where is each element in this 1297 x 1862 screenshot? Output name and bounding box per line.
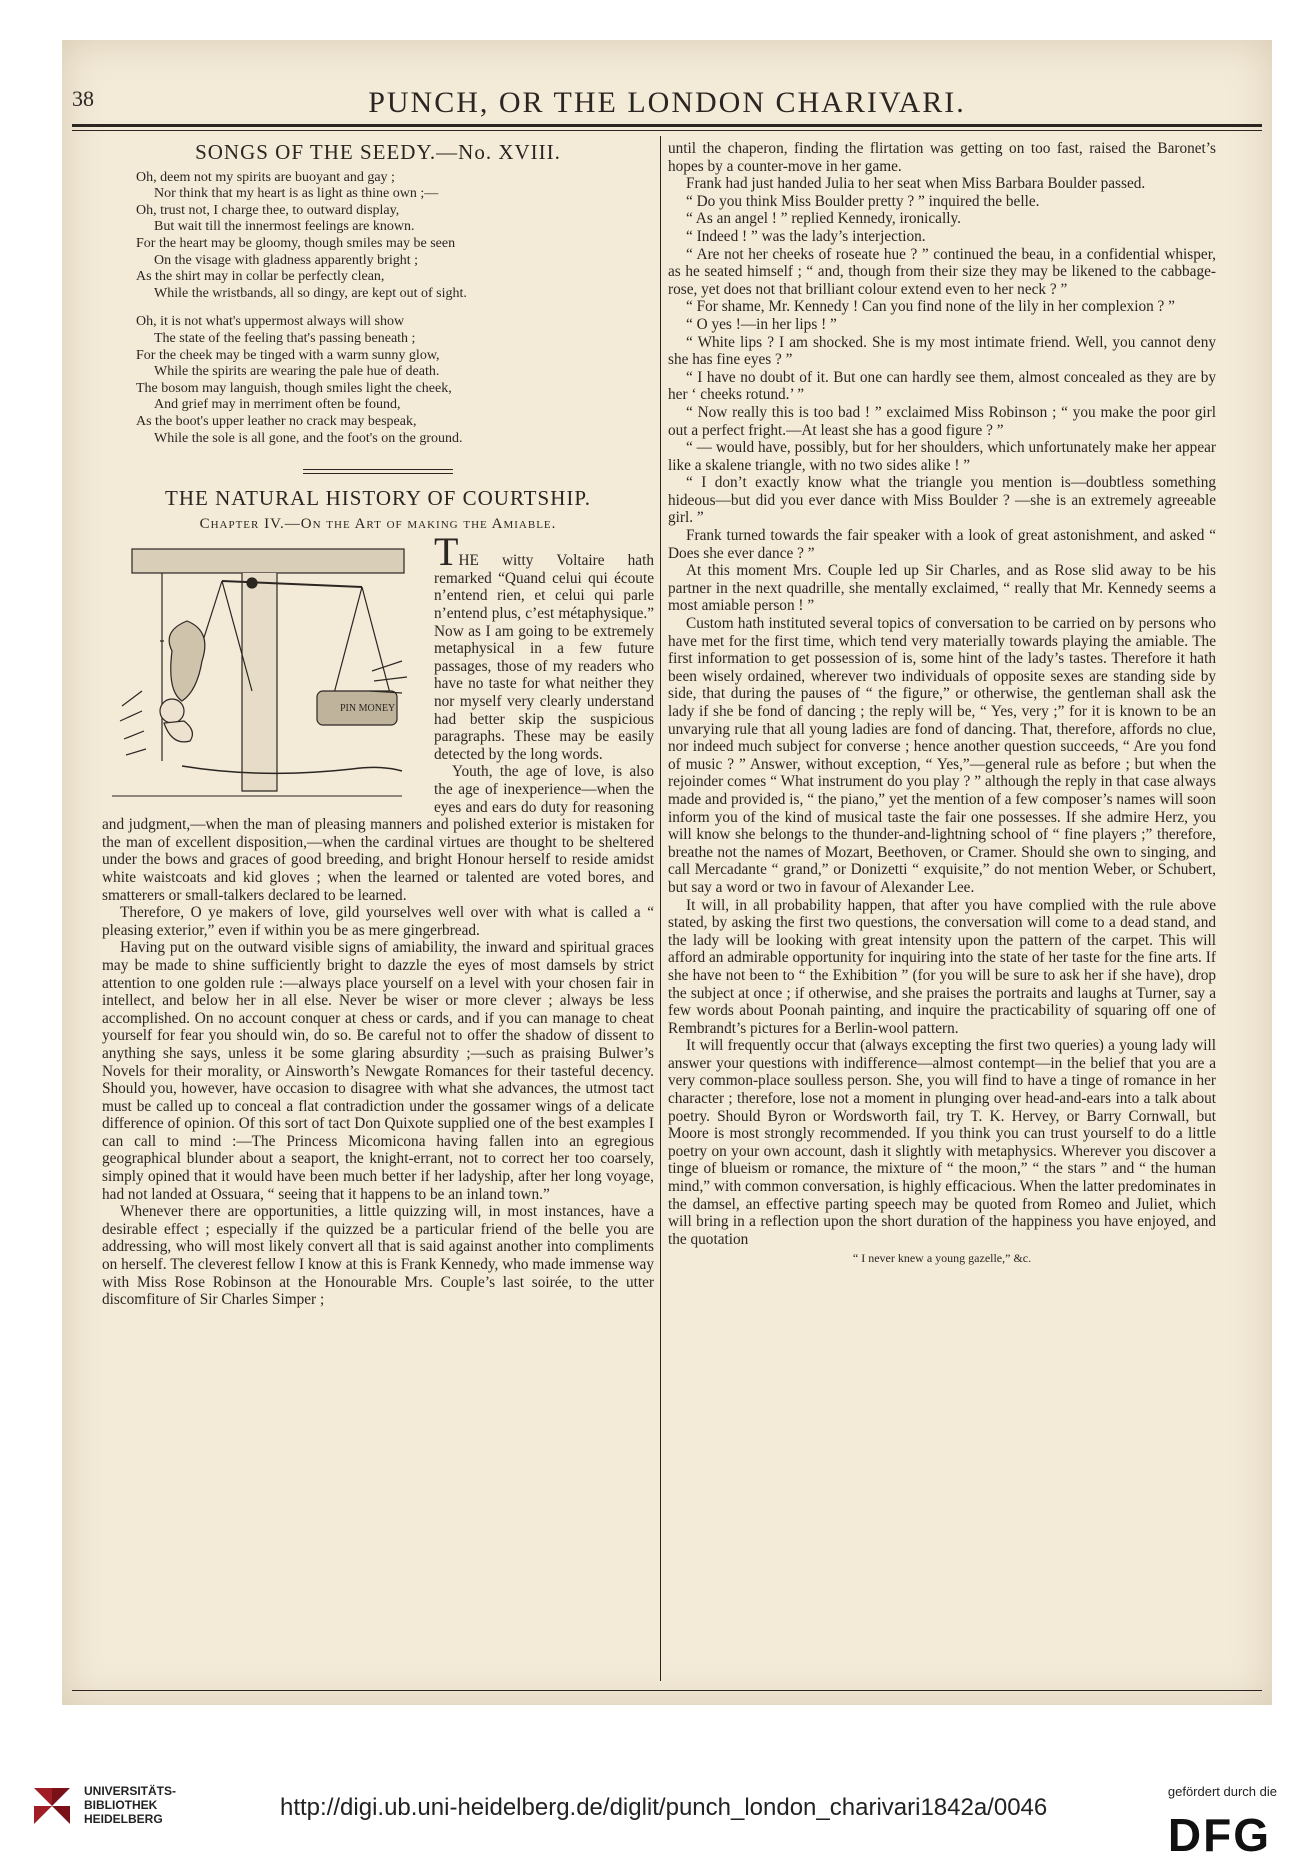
poem-line: The state of the feeling that's passing beneath ; bbox=[154, 330, 416, 346]
paragraph: “ Do you think Miss Boulder pretty ? ” inquired the belle. bbox=[686, 192, 1040, 210]
paragraph: “ White lips ? I am shocked. She is my most intimate friend. Well, you cannot deny she has fine eyes ? ” bbox=[668, 333, 1216, 369]
left-column bbox=[102, 140, 654, 1859]
poem-line: As the shirt may in collar be perfectly clean, bbox=[136, 269, 385, 285]
header-rule bbox=[72, 124, 1262, 127]
bottom-rule bbox=[72, 1690, 1262, 1691]
paragraph: Frank turned towards the fair speaker with a look of great astonishment, and asked “ Does she ever dance ? ” bbox=[668, 527, 1216, 562]
poem-stanza-2 bbox=[136, 314, 654, 447]
paragraph: “ Now really this is too bad ! ” exclaimed Miss Robinson ; “ you make the poor girl out a perfect fright.—At least she has a good figure ? ” bbox=[668, 403, 1216, 439]
songs-title: SONGS OF THE SEEDY.—No. XVIII. bbox=[195, 140, 561, 164]
right-column bbox=[668, 140, 1216, 1859]
poem-line: The bosom may languish, though smiles light the cheek, bbox=[136, 380, 452, 396]
paragraph: until the chaperon, finding the flirtation was getting on too fast, raised the Baronet’s hopes by a counter-move in her game. bbox=[668, 140, 1216, 175]
paragraph: THE witty Voltaire hath remarked “Quand celui qui écoute n’entend rien, et celui qui parle n’entend plus, c’est métaphysique.” Now as I am going to be extremely metaphysical in a few future passages, those of my readers who have no taste for what neither they nor myself very clearly understand had better skip the suspicious paragraphs. These may be easily detected by the long words. bbox=[434, 529, 654, 763]
pin-money-label: PIN MONEY bbox=[340, 703, 396, 715]
funded-by-label: gefördert durch die bbox=[1167, 1784, 1277, 1799]
chapter-heading: Chapter IV.—On the Art of making the Amiable. bbox=[199, 515, 557, 532]
column-rule bbox=[660, 136, 661, 1681]
poem-line: While the sole is all gone, and the foot's on the ground. bbox=[154, 430, 463, 446]
poem-line: Oh, deem not my spirits are buoyant and gay ; bbox=[136, 169, 395, 185]
section-divider bbox=[303, 469, 453, 474]
paragraph: Youth, the age of love, is also the age of inexperience—when the eyes and ears do duty for reasoning and judgment,—when the man of pleasing manners and polished exterior is mistaken for the man of excellent disposition,—when the cardinal virtues are thought to be sheltered under the bows and graces of good breeding, and bright Honour herself to reside amidst white waistcoats and kid gloves ; when the learned or talented are voted bores, and smatterers or small-talkers declared to be learned. bbox=[102, 763, 654, 904]
poem-line: Nor think that my heart is as light as thine own ;— bbox=[154, 186, 439, 202]
paragraph: Whenever there are opportunities, a little quizzing will, in most instances, have a desirable effect ; especially if the quizzed be a particular friend of the belle you are addressing, who will most likely convert all that is said against another into compliments on herself. The cleverest fellow I know at this is Frank Kennedy, who made immense way with Miss Rose Robinson at the Honourable Mrs. Couple’s last soirée, to the utter discomfiture of Sir Charles Simper ; bbox=[102, 1203, 654, 1309]
university-library-logo-icon bbox=[30, 1784, 74, 1828]
paragraph: Therefore, O ye makers of love, gild yourselves well over with what is called a “ pleasing exterior,” even if within you be as mere gingerbread. bbox=[102, 904, 654, 939]
paragraph: “ O yes !—in her lips ! ” bbox=[686, 315, 837, 333]
quotation: “ I never knew a young gazelle,” &c. bbox=[852, 1251, 1032, 1266]
dfg-logo: DFG bbox=[1167, 1809, 1271, 1861]
poem-line: On the visage with gladness apparently bright ; bbox=[154, 252, 418, 268]
paragraph: At this moment Mrs. Couple led up Sir Charles, and as Rose slid away to be his partner in the next quadrille, she mentally exclaimed, “ really that Mr. Kennedy seems a most amiable person ! ” bbox=[668, 562, 1216, 615]
poem-line: Oh, trust not, I charge thee, to outward display, bbox=[136, 202, 400, 218]
drop-cap: T bbox=[434, 529, 459, 575]
poem-line: Oh, it is not what's uppermost always will show bbox=[136, 314, 405, 330]
poem bbox=[136, 170, 654, 448]
illustration bbox=[102, 541, 424, 813]
paragraph: “ As an angel ! ” replied Kennedy, ironically. bbox=[686, 210, 961, 228]
paragraph: “ I don’t exactly know what the triangle you mention is—doubtless something hideous—but did you ever dance with Miss Boulder ? —she is an extremely agreeable girl. ” bbox=[668, 474, 1216, 527]
paragraph: “ Indeed ! ” was the lady’s interjection. bbox=[686, 227, 926, 245]
poem-line: For the cheek may be tinged with a warm sunny glow, bbox=[136, 347, 440, 363]
poem-line: While the wristbands, all so dingy, are kept out of sight. bbox=[154, 285, 467, 301]
paragraph: Having put on the outward visible signs of amiability, the inward and spiritual graces may be made to shine sufficiently bright to dazzle the eyes of most damsels by strict attention to one golden rule :—always place yourself on a level with your chosen fair in intellect, and below her in all else. Never be wiser or more clever ; always be less accomplished. On no account conquer at chess or cards, and if you can manage to cheat yourself for fear you should win, do so. Be careful not to offer the shadow of dissent to anything she says, unless it be some glaring absurdity ;—such as praising Bulwer’s Novels for their morality, or Ainsworth’s Newgate Romances for their tasteful decency. Should you, however, have occasion to disagree with what she advances, the utmost tact must be called up to conceal a flat contradiction under the gossamer wings of a delicate difference of opinion. Of this sort of tact Don Quixote supplied one of the best examples I can call to mind :—The Princess Micomicona having fallen into an egregious geographical blunder about a seaport, the knight-errant, not to correct her too coarsely, simply opined that it would have been much better if her ladyship, after her long voyage, had not landed at Ossuara, “ seeing that it happens to be an inland town.” bbox=[102, 939, 654, 1203]
paragraph: It will, in all probability happen, that after you have complied with the rule above stated, by asking the first two questions, the conversation will come to a dead stand, and the lady will be looking with great intensity upon the pattern of the carpet. This will afford an admirable opportunity for inquiring into the state of her taste for the fine arts. If she have not been to “ the Exhibition ” (for you will be sure to ask her if she have), drop the subject at once ; if otherwise, and she praises the portraits and laughs at Turner, say a few words about Poonah painting, and inquire the practicability of squaring off one of Rembrandt’s pictures for a Berlin-wool pattern. bbox=[668, 896, 1216, 1037]
courtship-title: THE NATURAL HISTORY OF COURTSHIP. bbox=[165, 486, 591, 511]
poem-line: For the heart may be gloomy, though smiles may be seen bbox=[136, 235, 456, 251]
poem-line: As the boot's upper leather no crack may bespeak, bbox=[136, 413, 417, 429]
paragraph: Frank had just handed Julia to her seat when Miss Barbara Boulder passed. bbox=[686, 175, 1146, 193]
paragraph: “ I have no doubt of it. But one can hardly see them, almost concealed as they are by her ‘ cheeks rotund.’ ” bbox=[668, 368, 1216, 404]
poem-line: But wait till the innermost feelings are known. bbox=[154, 219, 415, 235]
running-title: PUNCH, OR THE LONDON CHARIVARI. bbox=[368, 86, 966, 119]
page-number: 38 bbox=[72, 86, 94, 111]
paragraph: “ Are not her cheeks of roseate hue ? ” continued the beau, in a confidential whisper, as he seated himself ; “ and, though from their size they may be likened to the cabbage-rose, yet does not that brilliant colour extend even to her neck ? ” bbox=[668, 245, 1216, 298]
scale-cupid-illustration bbox=[102, 541, 424, 813]
header-rule-thin bbox=[72, 130, 1262, 131]
source-url[interactable]: http://digi.ub.uni-heidelberg.de/diglit/punch_london_charivari1842a/0046 bbox=[280, 1794, 1048, 1821]
paragraph: Custom hath instituted several topics of conversation to be carried on by persons who have met for the first time, which tend very materially towards playing the amiable. The first information to get possession of is, some hint of the lady’s tastes. Therefore it hath been wisely ordained, wherever two individuals of opposite sexes are standing side by side, that during the pauses of “ the figure,” or otherwise, the gentleman shall ask the lady if she be fond of dancing ; the reply will be, “ Yes, very ;” for it is known to be an unvarying rule that all young ladies are fond of dancing. That, therefore, affords no clue, nor indeed much subject for converse ; hence another question succeeds, “ Are you fond of music ? ” Answer, without exception, “ Yes,”—general rule as before ; but when the rejoinder comes “ What instrument do you play ? ” although the reply in that case always made and provided is, “ the piano,” yet the mention of a few composer’s names will soon inform you of the kind of musical taste the fair one possesses. If she admire Herz, you will know she belongs to the thunder-and-lightning school of “ fine players ;” therefore, breathe not the names of Mozart, Beethoven, or Cramer. Should she own to singing, and call Mercadante “ grand,” or Donizetti “ exquisite,” do not mention Weber, or Schubert, but say a word or two in favour of Alexander Lee. bbox=[668, 615, 1216, 896]
digitization-footer bbox=[0, 1770, 1297, 1859]
paragraph: “ — would have, possibly, but for her shoulders, which unfortunately make her appear like a skalene triangle, with no two sides alike ! ” bbox=[668, 439, 1216, 474]
library-name: UNIVERSITÄTS- BIBLIOTHEK HEIDELBERG bbox=[84, 1784, 177, 1826]
page-header bbox=[72, 86, 1262, 126]
poem-stanza-1 bbox=[136, 170, 654, 303]
paragraph: It will frequently occur that (always excepting the first two queries) a young lady will answer your questions with indifference—almost contempt—in the belief that you are a very common-place soulless person. She, you will find to have a tinge of romance in her character ; therefore, lose not a moment in plunging over head-and-ears into a talk about poetry. Should Byron or Wordsworth fail, try T. K. Hervey, or Barry Cornwall, but Moore is most strongly recommended. If you think you can trust yourself to do a little poetry on your own account, dash it slightly with metaphysics. Wherever you discover a tinge of blueism or romance, the mixture of “ the moon,” “ the stars ” and “ the human mind,” with common conversation, is highly efficacious. When the latter predominates in the damsel, an effective parting speech may be quoted from Romeo and Juliet, which will bring in a reflection upon the short duration of the happiness you have enjoyed, and the quotation bbox=[668, 1037, 1216, 1248]
poem-line: While the spirits are wearing the pale hue of death. bbox=[154, 364, 440, 380]
paragraph: “ For shame, Mr. Kennedy ! Can you find none of the lily in her complexion ? ” bbox=[686, 298, 1175, 316]
poem-line: And grief may in merriment often be found, bbox=[154, 397, 401, 413]
